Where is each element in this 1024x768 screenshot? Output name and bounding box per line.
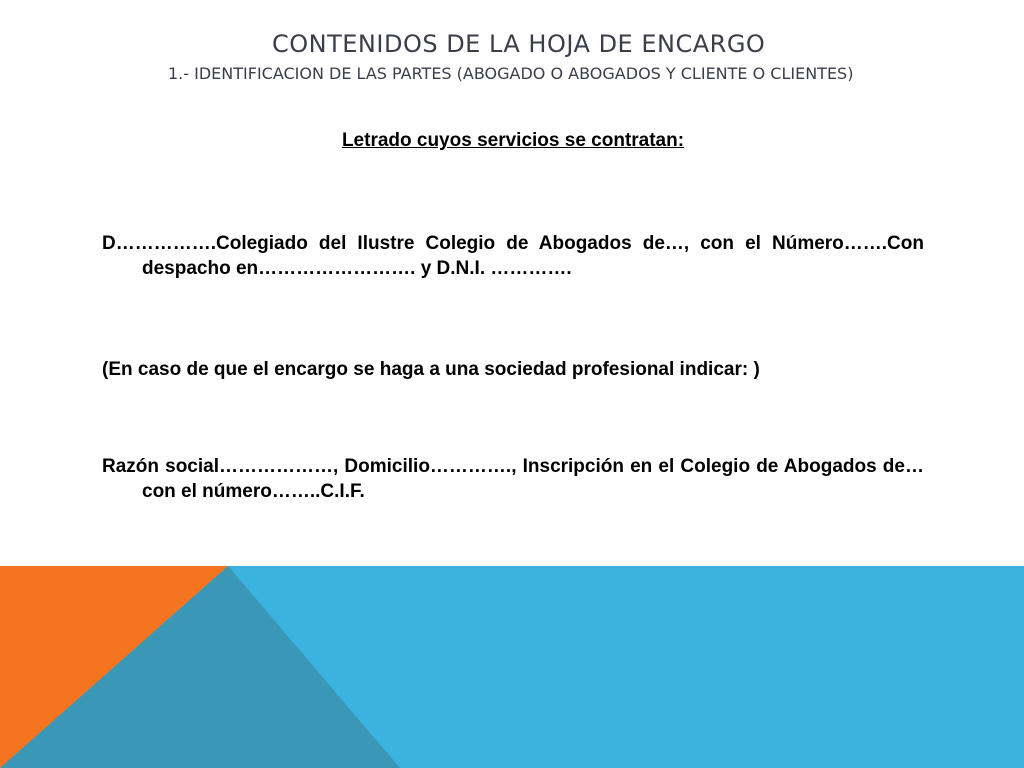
- slide-body: [102, 128, 924, 504]
- section-heading: Letrado cuyos servicios se contratan:: [341, 130, 685, 151]
- company-details-paragraph: Razón social………………, Domicilio…………., Inscripción en el Colegio de Abogados de… con el número……..C.I.F.: [102, 456, 924, 502]
- slide-title: CONTENIDOS DE LA HOJA DE ENCARGO: [272, 30, 766, 58]
- lawyer-details-paragraph: D…………….Colegiado del Ilustre Colegio de Abogados de…, con el Número…….Con despacho en……………………. y D.N.I. ………….: [102, 233, 924, 279]
- slide-subtitle: 1.- IDENTIFICACION DE LAS PARTES (ABOGADO O ABOGADOS Y CLIENTE O CLIENTES): [168, 64, 854, 83]
- professional-society-note: (En caso de que el encargo se haga a una sociedad profesional indicar: ): [102, 359, 760, 380]
- decorative-footer-shapes: [0, 566, 1024, 768]
